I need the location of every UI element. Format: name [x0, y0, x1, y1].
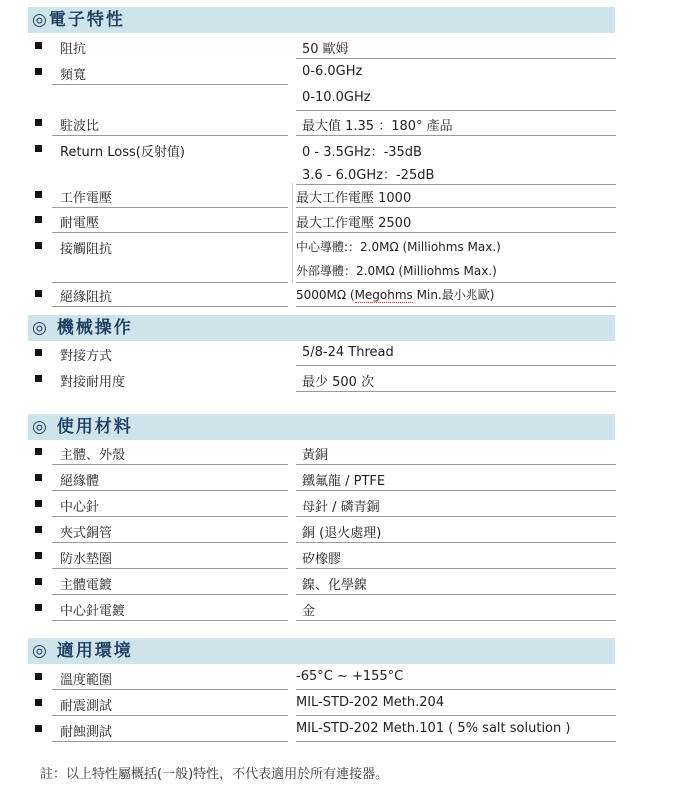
section-title-materials: ◎ 使用材料 — [28, 414, 615, 440]
spec-row-insulator — [28, 466, 618, 491]
spec-label: 耐電壓 — [60, 216, 100, 231]
spec-label: 中心針 — [60, 500, 100, 515]
bullet-icon — [35, 216, 42, 223]
spec-value: 5000MΩ (Megohms Min.最小兆歐) — [296, 288, 495, 302]
spec-row-body — [28, 440, 618, 465]
bullet-icon — [35, 349, 42, 356]
spec-row-return-loss — [28, 137, 618, 162]
spec-row-impedance — [28, 34, 618, 59]
spec-row-contact-resistance — [28, 234, 618, 259]
spec-value: 最大工作電壓 2500 — [296, 216, 412, 231]
spec-value: 中心導體:：2.0MΩ (Milliohms Max.) — [296, 240, 501, 254]
section-title-mechanical: ◎ 機械操作 — [28, 315, 615, 341]
spec-label: 耐蝕測試 — [60, 725, 113, 740]
spec-value: 矽橡膠 — [302, 552, 342, 567]
spec-value: 黃銅 — [302, 448, 329, 463]
bullet-icon — [35, 500, 42, 507]
spec-value: MIL-STD-202 Meth.101 ( 5% salt solution ) — [296, 721, 571, 736]
spec-label: 工作電壓 — [60, 191, 113, 206]
spec-value: 鐵氟龍 / PTFE — [302, 474, 386, 489]
spec-label: 對接方式 — [60, 349, 113, 364]
bullet-icon — [35, 119, 42, 126]
bullet-icon — [35, 699, 42, 706]
spec-value: MIL-STD-202 Meth.204 — [296, 695, 445, 710]
bullet-icon — [35, 242, 42, 249]
footnote: 註：以上特性屬概括(一般)特性，不代表適用於所有連接器。 — [40, 767, 389, 782]
spec-row-insulation-resistance — [28, 282, 618, 307]
spec-label: 阻抗 — [60, 42, 87, 57]
spec-row-body-plating — [28, 570, 618, 595]
spec-row-return-loss-cont — [28, 160, 618, 185]
bullet-icon — [35, 375, 42, 382]
spec-label: 駐波比 — [60, 119, 100, 134]
spec-value: 50 歐姆 — [302, 42, 349, 57]
spec-row-corrosion — [28, 717, 618, 742]
bullet-icon — [35, 725, 42, 732]
bullet-icon — [35, 448, 42, 455]
spec-value: 0-6.0GHz — [302, 64, 363, 79]
spec-label: 主體、外殼 — [60, 448, 126, 463]
spec-value: 鎳、化學鎳 — [302, 578, 368, 593]
spec-label: 絕緣體 — [60, 474, 100, 489]
bullet-icon — [35, 42, 42, 49]
spec-row-pin-plating — [28, 596, 618, 621]
spec-row-bandwidth-cont — [28, 86, 618, 111]
spec-value: 5/8-24 Thread — [302, 345, 394, 360]
spec-label: 防水墊圈 — [60, 552, 113, 567]
spec-row-center-pin — [28, 492, 618, 517]
spec-value: -65°C ~ +155°C — [296, 669, 404, 684]
spec-value: 金 — [302, 604, 316, 619]
spec-row-withstand-voltage — [28, 208, 618, 233]
bullet-icon — [35, 604, 42, 611]
spec-label: Return Loss(反射值) — [60, 145, 185, 160]
spec-label: 頻寬 — [60, 68, 87, 83]
bullet-icon — [35, 68, 42, 75]
spec-row-bandwidth — [28, 60, 618, 85]
spec-row-contact-resistance-cont — [28, 258, 618, 283]
spec-label: 對接耐用度 — [60, 375, 126, 390]
spec-row-vswr — [28, 111, 618, 136]
bullet-icon — [35, 474, 42, 481]
spec-value: 最少 500 次 — [302, 375, 375, 390]
section-title-electrical: ◎電子特性 — [28, 7, 615, 33]
spec-value: 母針 / 磷青銅 — [302, 500, 380, 515]
spec-value: 最大工作電壓 1000 — [296, 191, 412, 206]
spec-label: 接觸阻抗 — [60, 242, 113, 257]
spec-label: 主體電鍍 — [60, 578, 113, 593]
spec-label: 絕緣阻抗 — [60, 290, 113, 305]
spec-row-vibration — [28, 691, 618, 716]
spec-value: 最大值 1.35 ：180° 產品 — [302, 119, 453, 134]
bullet-icon — [35, 191, 42, 198]
spec-label: 溫度範圍 — [60, 673, 113, 688]
spec-label: 夾式銅管 — [60, 526, 113, 541]
spec-label: 中心針電鍍 — [60, 604, 126, 619]
spec-value: 3.6 - 6.0GHz：-25dB — [302, 168, 435, 183]
spec-row-durability — [28, 367, 618, 392]
bullet-icon — [35, 578, 42, 585]
spec-label: 耐震測試 — [60, 699, 113, 714]
section-title-environment: ◎ 適用環境 — [28, 638, 615, 664]
bullet-icon — [35, 552, 42, 559]
spec-value: 0-10.0GHz — [302, 90, 371, 105]
spec-value: 銅 (退火處理) — [302, 526, 382, 541]
spec-row-crimp-ferrule — [28, 518, 618, 543]
spec-row-temperature — [28, 665, 618, 690]
bullet-icon — [35, 290, 42, 297]
spec-value: 0 - 3.5GHz：-35dB — [302, 145, 422, 160]
spec-row-working-voltage — [28, 183, 618, 208]
bullet-icon — [35, 673, 42, 680]
spec-value: 外部導體：2.0MΩ (Milliohms Max.) — [296, 264, 497, 278]
bullet-icon — [35, 526, 42, 533]
bullet-icon — [35, 145, 42, 152]
spec-row-gasket — [28, 544, 618, 569]
spec-row-coupling — [28, 341, 618, 366]
